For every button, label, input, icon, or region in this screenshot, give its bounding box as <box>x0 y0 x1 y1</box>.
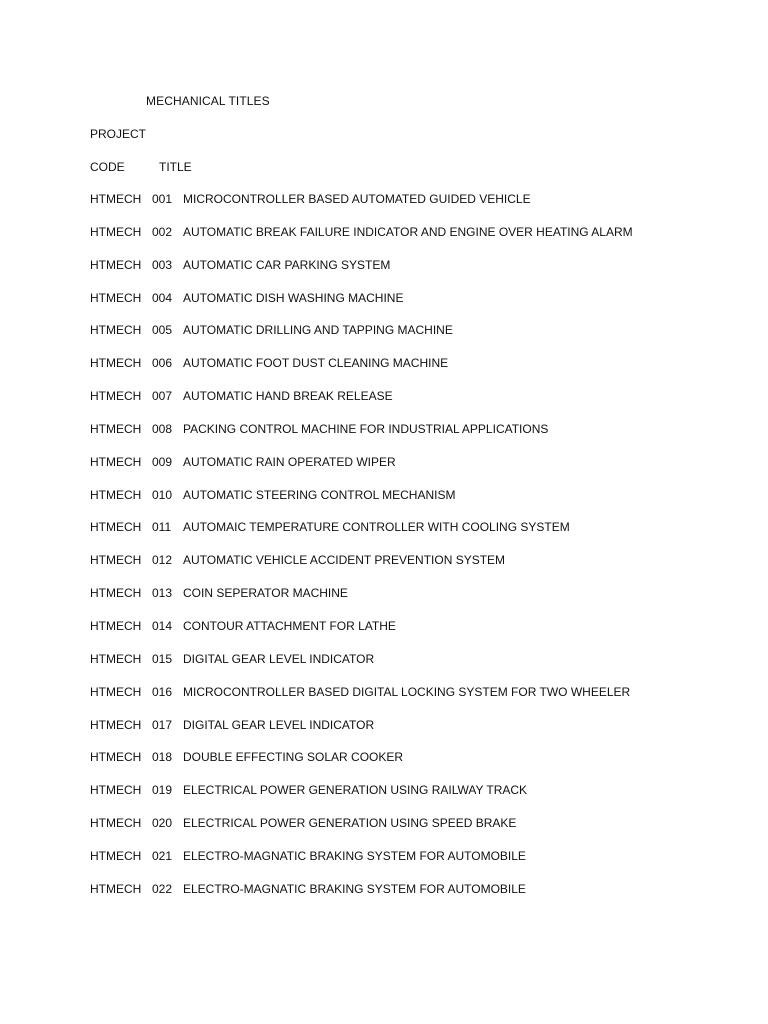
project-title: DOUBLE EFFECTING SOLAR COOKER <box>183 750 404 765</box>
project-code-prefix: HTMECH <box>90 290 142 305</box>
list-item <box>90 882 730 915</box>
project-code-number: 015 <box>152 651 173 666</box>
project-title: CONTOUR ATTACHMENT FOR LATHE <box>183 618 396 633</box>
list-item <box>90 323 730 356</box>
project-list <box>90 192 730 915</box>
list-item <box>90 389 730 422</box>
list-item <box>90 553 730 586</box>
project-code-prefix: HTMECH <box>90 848 142 863</box>
list-item <box>90 192 730 225</box>
list-item <box>90 488 730 521</box>
list-item <box>90 356 730 389</box>
list-item <box>90 586 730 619</box>
list-item <box>90 455 730 488</box>
list-item <box>90 422 730 455</box>
project-title: AUTOMATIC STEERING CONTROL MECHANISM <box>183 487 456 502</box>
project-title: ELECTRICAL POWER GENERATION USING RAILWAY TRACK <box>183 783 528 798</box>
project-title: MICROCONTROLLER BASED AUTOMATED GUIDED VEHICLE <box>183 192 531 206</box>
project-title: PACKING CONTROL MACHINE FOR INDUSTRIAL APPLICATIONS <box>183 421 549 436</box>
project-code-number: 006 <box>152 356 173 371</box>
project-code-prefix: HTMECH <box>90 421 142 436</box>
project-title: AUTOMATIC BREAK FAILURE INDICATOR AND ENGINE OVER HEATING ALARM <box>183 224 633 239</box>
project-code-number: 017 <box>152 717 173 732</box>
project-title: AUTOMATIC HAND BREAK RELEASE <box>183 389 393 404</box>
project-code-prefix: HTMECH <box>90 454 142 469</box>
project-code-number: 020 <box>152 816 173 831</box>
project-code-number: 009 <box>152 454 173 469</box>
project-title: ELECTRICAL POWER GENERATION USING SPEED BRAKE <box>183 816 517 831</box>
project-code-number: 013 <box>152 586 173 601</box>
project-title: COIN SEPERATOR MACHINE <box>183 586 348 601</box>
project-code-number: 010 <box>152 487 173 502</box>
project-code-prefix: HTMECH <box>90 750 142 765</box>
list-item <box>90 783 730 816</box>
project-title: AUTOMATIC CAR PARKING SYSTEM <box>183 257 391 272</box>
project-code-number: 001 <box>152 192 173 206</box>
document-title: MECHANICAL TITLES <box>146 94 270 108</box>
project-code-prefix: HTMECH <box>90 356 142 371</box>
list-item <box>90 685 730 718</box>
project-title: DIGITAL GEAR LEVEL INDICATOR <box>183 717 375 732</box>
project-code-prefix: HTMECH <box>90 783 142 798</box>
project-code-number: 011 <box>152 520 172 535</box>
header-project: PROJECT <box>90 127 147 141</box>
project-code-prefix: HTMECH <box>90 487 142 502</box>
project-title: AUTOMATIC VEHICLE ACCIDENT PREVENTION SYSTEM <box>183 553 506 568</box>
project-code-prefix: HTMECH <box>90 520 142 535</box>
project-title: DIGITAL GEAR LEVEL INDICATOR <box>183 651 375 666</box>
project-code-number: 002 <box>152 224 173 239</box>
project-code-prefix: HTMECH <box>90 192 142 206</box>
project-code-prefix: HTMECH <box>90 651 142 666</box>
project-code-number: 012 <box>152 553 173 568</box>
project-code-prefix: HTMECH <box>90 224 142 239</box>
project-title: AUTOMATIC DRILLING AND TAPPING MACHINE <box>183 323 453 338</box>
project-title: AUTOMATIC DISH WASHING MACHINE <box>183 290 404 305</box>
project-code-prefix: HTMECH <box>90 553 142 568</box>
project-code-number: 022 <box>152 881 173 896</box>
list-item <box>90 652 730 685</box>
project-code-prefix: HTMECH <box>90 717 142 732</box>
project-code-number: 014 <box>152 618 173 633</box>
project-code-number: 018 <box>152 750 173 765</box>
project-code-number: 007 <box>152 389 173 404</box>
list-item <box>90 750 730 783</box>
list-item <box>90 225 730 258</box>
project-code-prefix: HTMECH <box>90 816 142 831</box>
project-code-prefix: HTMECH <box>90 684 142 699</box>
project-title: MICROCONTROLLER BASED DIGITAL LOCKING SYSTEM FOR TWO WHEELER <box>183 684 631 699</box>
list-item <box>90 718 730 751</box>
list-item <box>90 520 730 553</box>
project-title: AUTOMAIC TEMPERATURE CONTROLLER WITH COOLING SYSTEM <box>183 520 570 535</box>
project-code-prefix: HTMECH <box>90 323 142 338</box>
project-code-number: 019 <box>152 783 173 798</box>
project-code-prefix: HTMECH <box>90 389 142 404</box>
project-title: ELECTRO-MAGNATIC BRAKING SYSTEM FOR AUTOMOBILE <box>183 848 526 863</box>
list-item <box>90 258 730 291</box>
project-code-prefix: HTMECH <box>90 618 142 633</box>
project-title: ELECTRO-MAGNATIC BRAKING SYSTEM FOR AUTOMOBILE <box>183 881 526 896</box>
project-code-number: 004 <box>152 290 173 305</box>
project-code-number: 021 <box>152 848 173 863</box>
list-item <box>90 619 730 652</box>
project-code-prefix: HTMECH <box>90 257 142 272</box>
list-item <box>90 849 730 882</box>
header-code: CODE <box>90 160 125 174</box>
project-title: AUTOMATIC FOOT DUST CLEANING MACHINE <box>183 356 449 371</box>
list-item <box>90 816 730 849</box>
project-code-number: 005 <box>152 323 173 338</box>
project-title: AUTOMATIC RAIN OPERATED WIPER <box>183 454 396 469</box>
header-title: TITLE <box>159 160 192 174</box>
project-code-number: 016 <box>152 684 173 699</box>
project-code-prefix: HTMECH <box>90 586 142 601</box>
project-code-prefix: HTMECH <box>90 881 142 896</box>
project-code-number: 008 <box>152 421 173 436</box>
project-code-number: 003 <box>152 257 173 272</box>
list-item <box>90 291 730 324</box>
